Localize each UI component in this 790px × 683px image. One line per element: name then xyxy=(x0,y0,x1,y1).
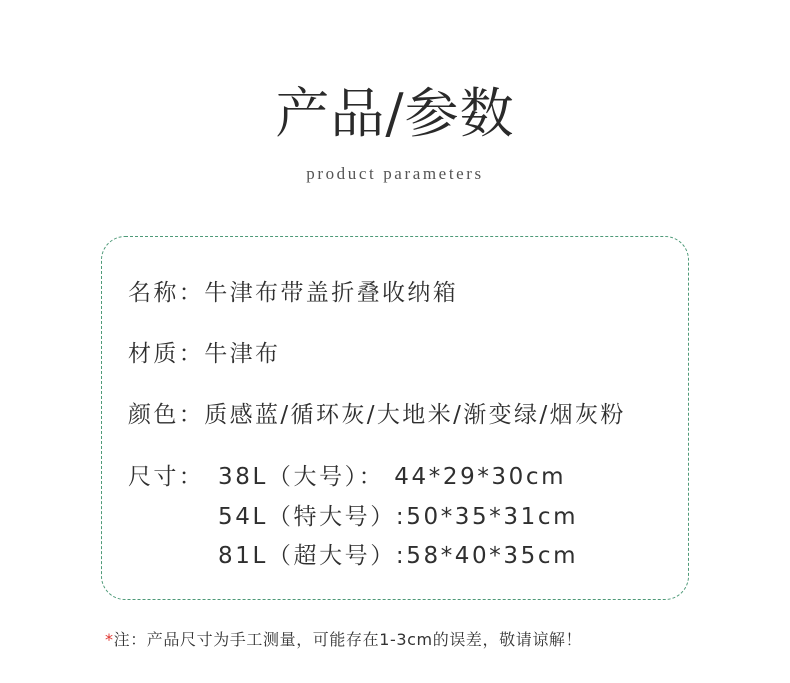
disclaimer-note xyxy=(105,628,582,652)
param-row-name xyxy=(128,278,458,308)
size-line-81l: 81L（超大号）:58*40*35cm xyxy=(218,543,579,569)
param-row-color xyxy=(128,400,626,430)
param-material-label: 材质： xyxy=(128,341,205,367)
param-size-label: 尺寸： xyxy=(128,464,205,490)
note-asterisk: * xyxy=(105,630,114,649)
param-row-material xyxy=(128,339,280,369)
param-color-label: 颜色： xyxy=(128,402,205,428)
note-text: 注：产品尺寸为手工测量，可能存在1-3cm的误差，敬请谅解！ xyxy=(113,630,583,649)
page-title: 产品/参数 xyxy=(275,82,515,145)
page-subtitle: product parameters xyxy=(306,164,484,183)
size-line-54l: 54L（特大号）:50*35*31cm xyxy=(218,504,579,530)
param-row-size xyxy=(128,462,204,492)
param-material-value: 牛津布 xyxy=(204,341,281,367)
param-color-value: 质感蓝/循环灰/大地米/渐变绿/烟灰粉 xyxy=(204,402,626,428)
size-line-38l: 38L（大号）： 44*29*30cm xyxy=(218,464,567,490)
param-name-value: 牛津布带盖折叠收纳箱 xyxy=(204,280,459,306)
param-name-label: 名称： xyxy=(128,280,205,306)
